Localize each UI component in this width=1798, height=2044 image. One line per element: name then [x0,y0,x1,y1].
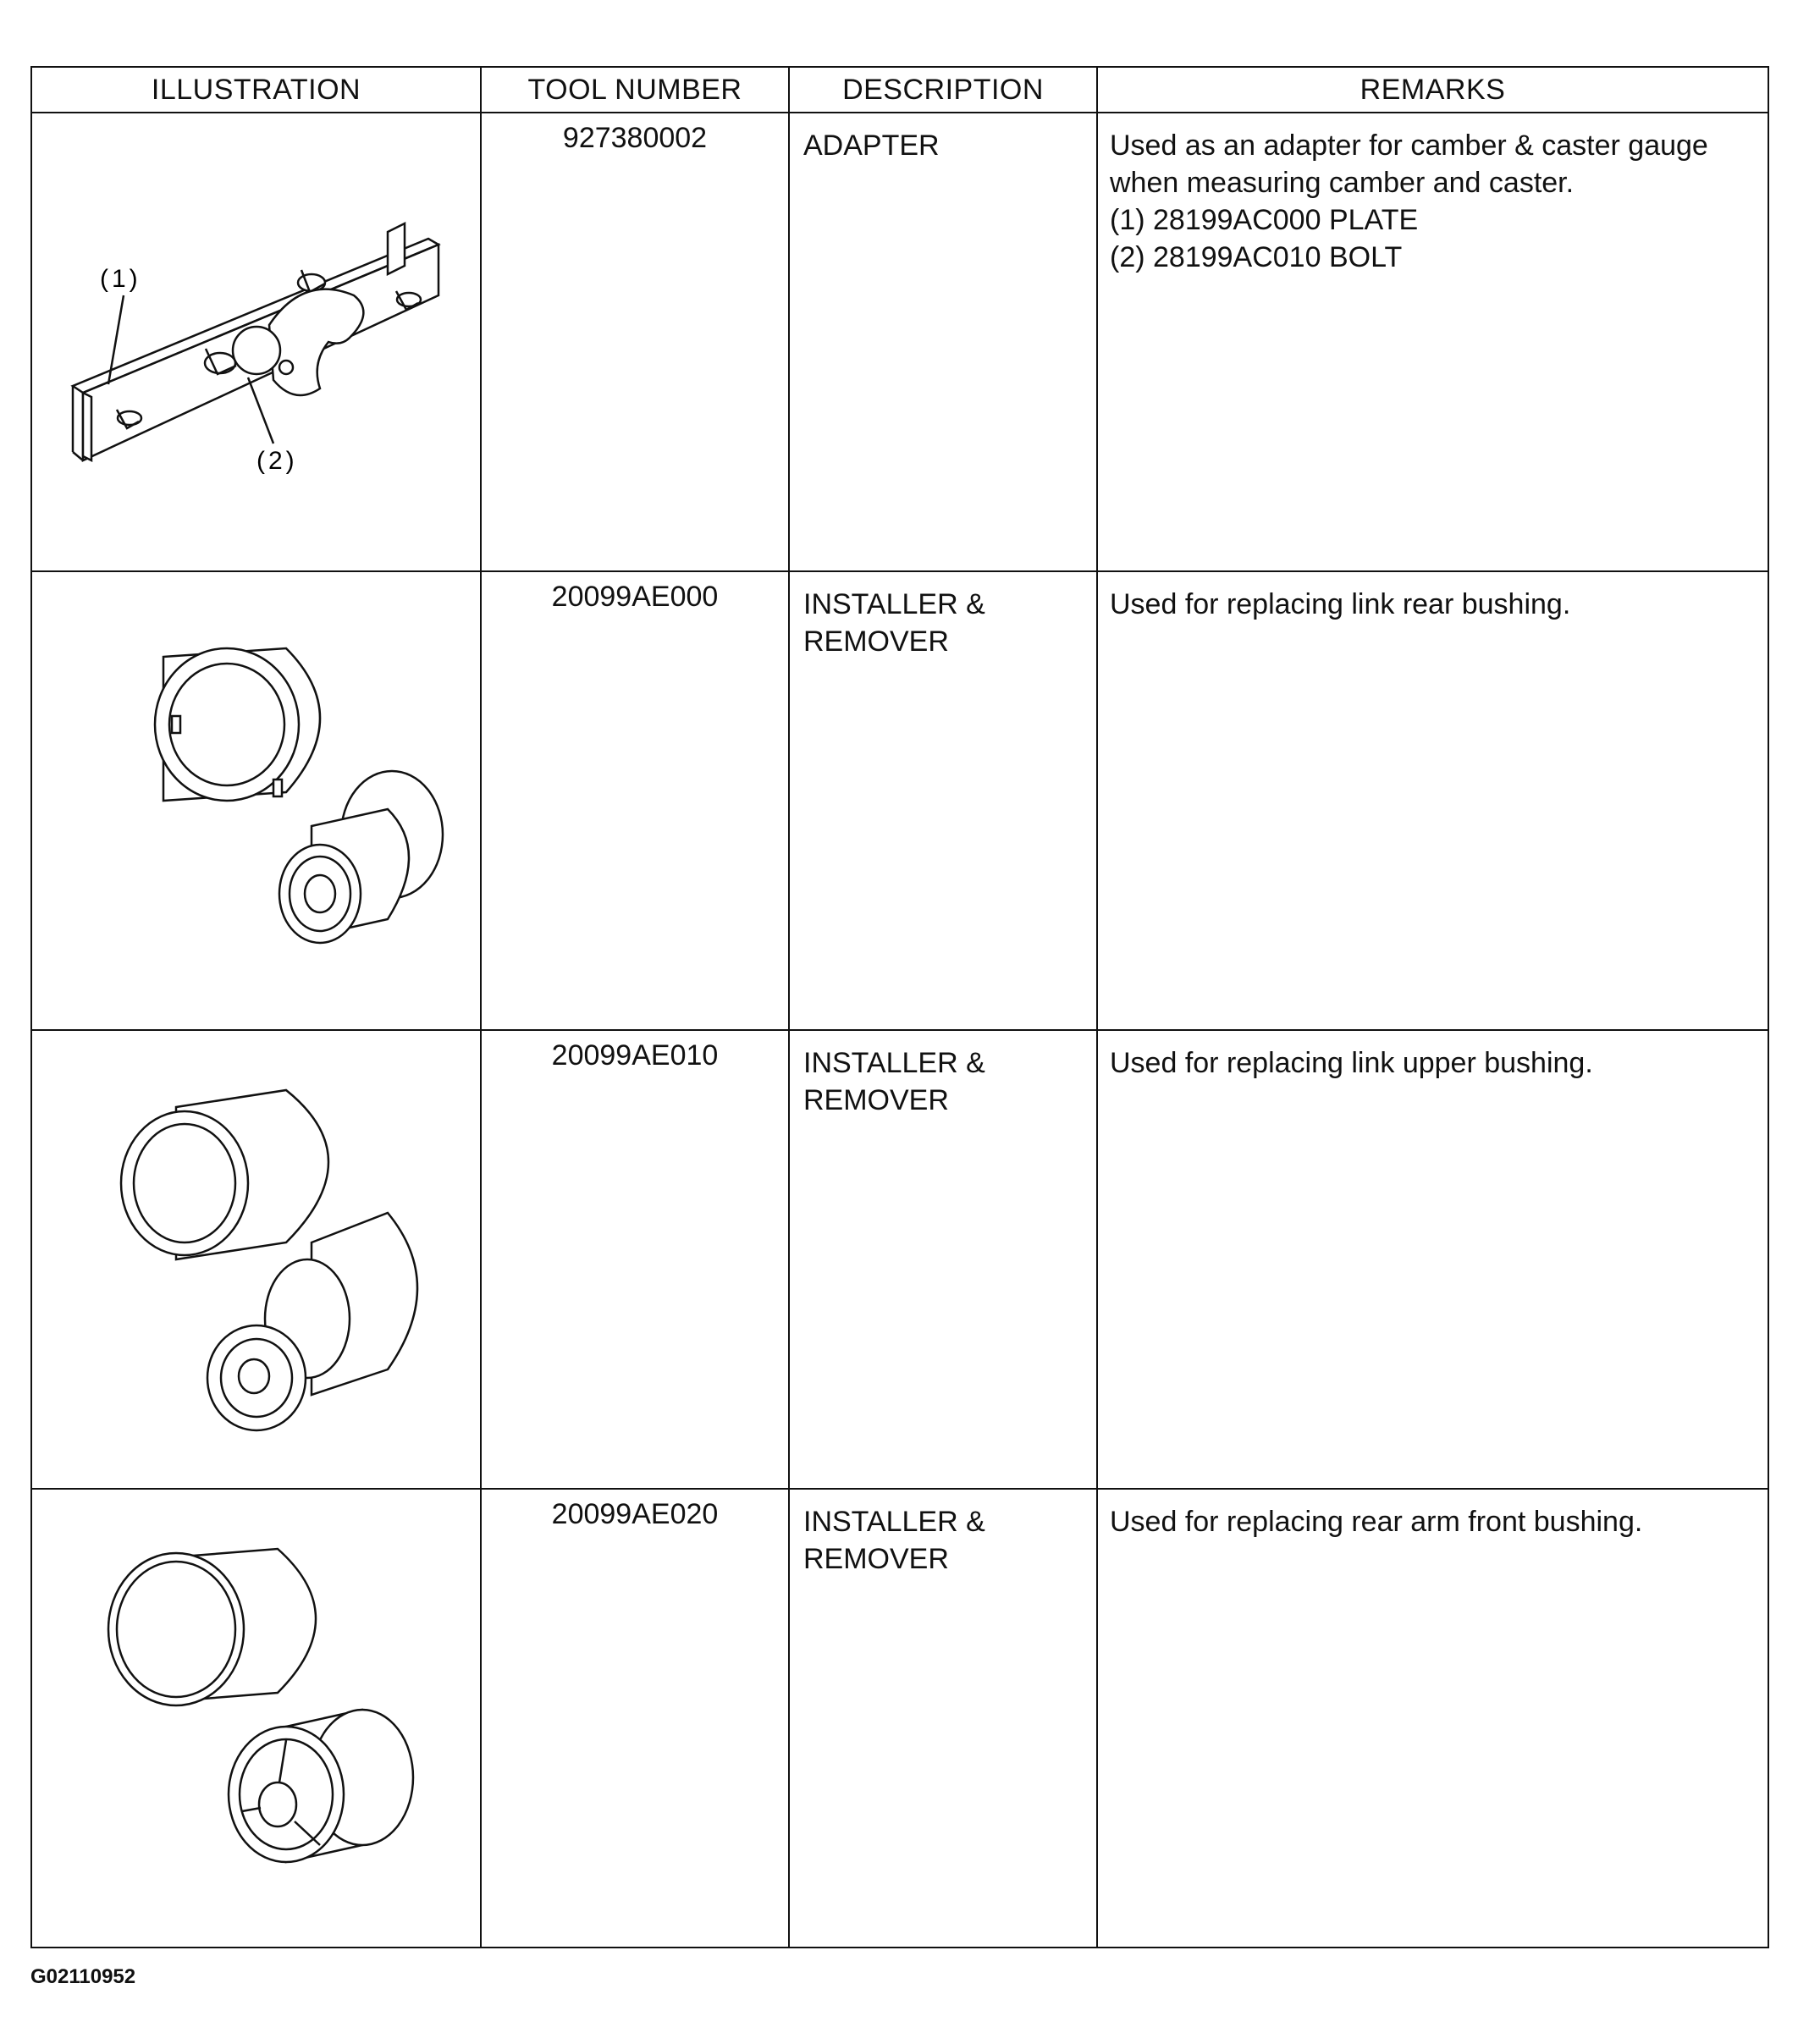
remarks-cell [1097,1030,1768,1489]
figure-code: G02110952 [30,1965,136,1988]
tool-number-cell [481,113,789,571]
tool-number: 927380002 [562,122,708,154]
installer-remover-illustration [32,1031,482,1488]
table-row [31,1489,1768,1948]
tool-number: 20099AE020 [551,1498,719,1530]
description-cell [789,113,1097,571]
adapter-illustration [32,113,482,570]
tool-number: 20099AE000 [551,581,719,613]
table-row [31,1030,1768,1489]
tool-number: 20099AE010 [551,1039,719,1072]
tool-number-cell [481,571,789,1030]
callout-1: (1) [100,265,141,293]
header-row [31,67,1768,113]
remarks-part-1: (1) 28199AC000 PLATE [1110,204,1419,236]
remarks-text: Used as an adapter for camber & caster gauge when measuring camber and caster. [1110,129,1708,199]
remarks-cell [1097,571,1768,1030]
description-text: INSTALLER & REMOVER [803,1506,985,1575]
installer-remover-illustration [32,1490,482,1947]
remarks-cell [1097,113,1768,571]
special-tools-table [30,66,1769,1948]
illustration-cell [31,1489,481,1948]
table-row [31,113,1768,571]
installer-remover-illustration [32,572,482,1029]
table-row [31,571,1768,1030]
illustration-cell [31,113,481,571]
description-cell [789,1489,1097,1948]
remarks-text: Used for replacing link rear bushing. [1110,588,1571,620]
description-text: INSTALLER & REMOVER [803,1047,985,1116]
description-cell [789,571,1097,1030]
description-text: INSTALLER & REMOVER [803,588,985,658]
description-text: ADAPTER [803,129,940,162]
remarks-part-2: (2) 28199AC010 BOLT [1110,241,1403,273]
description-cell [789,1030,1097,1489]
remarks-cell [1097,1489,1768,1948]
header-illustration: ILLUSTRATION [31,67,481,113]
callout-2: (2) [256,447,298,475]
header-description: DESCRIPTION [789,67,1097,113]
illustration-cell [31,571,481,1030]
header-tool-number: TOOL NUMBER [481,67,789,113]
remarks-text: Used for replacing rear arm front bushing. [1110,1506,1643,1538]
header-remarks: REMARKS [1097,67,1768,113]
illustration-cell [31,1030,481,1489]
tool-number-cell [481,1030,789,1489]
tool-number-cell [481,1489,789,1948]
remarks-text: Used for replacing link upper bushing. [1110,1047,1593,1079]
